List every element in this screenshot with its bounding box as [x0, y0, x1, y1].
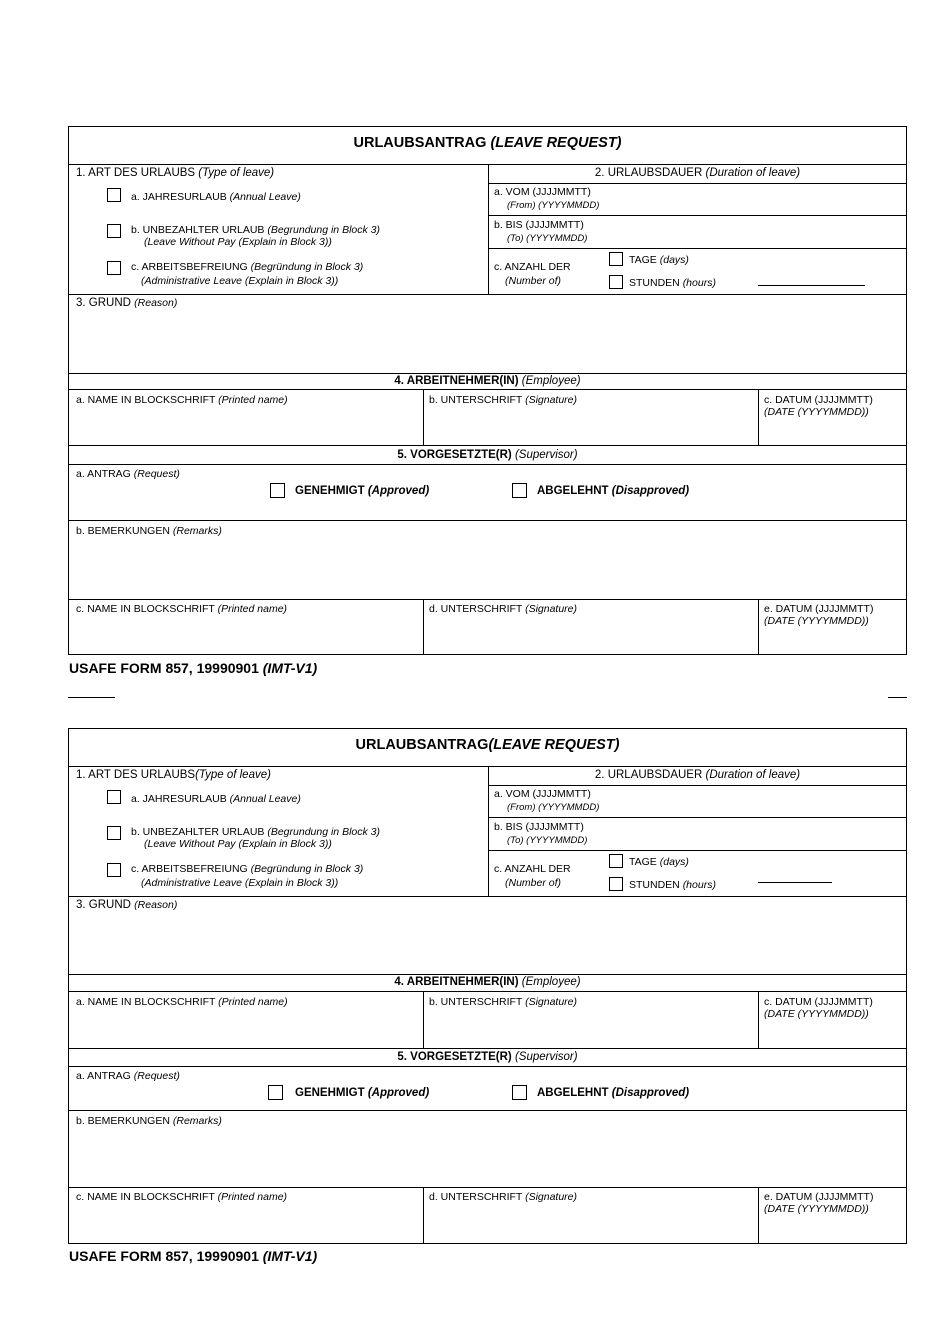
employee-date-sublabel: (DATE (YYYYMMDD)) — [764, 406, 869, 418]
administrative-leave-sublabel: (Administrative Leave (Explain in Block 3)) — [141, 275, 339, 287]
leave-without-pay-checkbox[interactable] — [107, 224, 121, 238]
supervisor-name-label: c. NAME IN BLOCKSCHRIFT (Printed name) — [76, 1191, 288, 1203]
approved-checkbox[interactable] — [268, 1085, 283, 1100]
disapproved-checkbox[interactable] — [512, 1085, 527, 1100]
employee-date-sublabel: (DATE (YYYYMMDD)) — [764, 1008, 869, 1020]
section-1-label: 1. ART DES URLAUBS(Type of leave) — [76, 769, 271, 781]
to-date-sublabel: (To) (YYYYMMDD) — [507, 835, 588, 846]
employee-name-label: a. NAME IN BLOCKSCHRIFT (Printed name) — [76, 996, 288, 1008]
approved-label: GENEHMIGT (Approved) — [295, 485, 430, 497]
section-2-label: 2. URLAUBSDAUER (Duration of leave) — [594, 167, 801, 179]
section-1-label: 1. ART DES URLAUBS (Type of leave) — [76, 167, 275, 179]
form-title: URLAUBSANTRAG(LEAVE REQUEST) — [355, 737, 620, 753]
employee-signature-label: b. UNTERSCHRIFT (Signature) — [429, 394, 578, 406]
section-5-label: 5. VORGESETZTE(R) (Supervisor) — [397, 449, 578, 461]
administrative-leave-label: c. ARBEITSBEFREIUNG (Begründung in Block 3) — [131, 261, 364, 273]
request-label: a. ANTRAG (Request) — [76, 468, 180, 480]
remarks-label: b. BEMERKUNGEN (Remarks) — [76, 1115, 222, 1127]
administrative-leave-label: c. ARBEITSBEFREIUNG (Begründung in Block 3) — [131, 863, 364, 875]
count-input-line[interactable] — [758, 882, 832, 883]
annual-leave-checkbox[interactable] — [107, 188, 121, 202]
hours-label: STUNDEN (hours) — [629, 879, 716, 891]
leave-without-pay-label: b. UNBEZAHLTER URLAUB (Begrundung in Block 3) — [131, 224, 380, 236]
leave-without-pay-sublabel: (Leave Without Pay (Explain in Block 3)) — [144, 236, 332, 248]
form-footer-1: USAFE FORM 857, 19990901 (IMT-V1) — [69, 660, 318, 676]
supervisor-date-sublabel: (DATE (YYYYMMDD)) — [764, 615, 869, 627]
section-3-label: 3. GRUND (Reason) — [76, 899, 178, 911]
section-4-label: 4. ARBEITNEHMER(IN) (Employee) — [394, 976, 581, 988]
leave-request-form-2 — [68, 728, 907, 1244]
remarks-label: b. BEMERKUNGEN (Remarks) — [76, 525, 222, 537]
count-input-line[interactable] — [758, 285, 865, 286]
supervisor-date-label: e. DATUM (JJJJMMTT) — [764, 603, 874, 615]
section-2-label: 2. URLAUBSDAUER (Duration of leave) — [594, 769, 801, 781]
section-4-label: 4. ARBEITNEHMER(IN) (Employee) — [394, 375, 581, 387]
from-date-label: a. VOM (JJJJMMTT) — [494, 186, 591, 198]
administrative-leave-checkbox[interactable] — [107, 863, 121, 877]
administrative-leave-checkbox[interactable] — [107, 261, 121, 275]
to-date-label: b. BIS (JJJJMMTT) — [494, 219, 584, 231]
employee-signature-label: b. UNTERSCHRIFT (Signature) — [429, 996, 578, 1008]
cut-line-left — [68, 697, 115, 698]
to-date-label: b. BIS (JJJJMMTT) — [494, 821, 584, 833]
request-label: a. ANTRAG (Request) — [76, 1070, 180, 1082]
days-checkbox[interactable] — [609, 252, 623, 266]
form-footer-2: USAFE FORM 857, 19990901 (IMT-V1) — [69, 1248, 318, 1264]
from-date-label: a. VOM (JJJJMMTT) — [494, 788, 591, 800]
count-label: c. ANZAHL DER — [494, 261, 571, 273]
count-label: c. ANZAHL DER — [494, 863, 571, 875]
leave-without-pay-sublabel: (Leave Without Pay (Explain in Block 3)) — [144, 838, 332, 850]
from-date-sublabel: (From) (YYYYMMDD) — [507, 802, 600, 813]
to-date-sublabel: (To) (YYYYMMDD) — [507, 233, 588, 244]
form-title: URLAUBSANTRAG (LEAVE REQUEST) — [353, 135, 622, 151]
hours-label: STUNDEN (hours) — [629, 277, 716, 289]
supervisor-date-sublabel: (DATE (YYYYMMDD)) — [764, 1203, 869, 1215]
disapproved-label: ABGELEHNT (Disapproved) — [537, 1087, 690, 1099]
supervisor-date-label: e. DATUM (JJJJMMTT) — [764, 1191, 874, 1203]
supervisor-signature-label: d. UNTERSCHRIFT (Signature) — [429, 603, 578, 615]
administrative-leave-sublabel: (Administrative Leave (Explain in Block 3)) — [141, 877, 339, 889]
cut-line-right — [888, 697, 907, 698]
hours-checkbox[interactable] — [609, 877, 623, 891]
annual-leave-label: a. JAHRESURLAUB (Annual Leave) — [131, 191, 301, 203]
days-checkbox[interactable] — [609, 854, 623, 868]
leave-without-pay-label: b. UNBEZAHLTER URLAUB (Begrundung in Block 3) — [131, 826, 380, 838]
hours-checkbox[interactable] — [609, 275, 623, 289]
approved-checkbox[interactable] — [270, 483, 285, 498]
annual-leave-checkbox[interactable] — [107, 790, 121, 804]
section-3-label: 3. GRUND (Reason) — [76, 297, 178, 309]
days-label: TAGE (days) — [629, 254, 689, 266]
leave-request-form-1 — [68, 126, 907, 655]
approved-label: GENEHMIGT (Approved) — [295, 1087, 430, 1099]
count-sublabel: (Number of) — [505, 877, 562, 889]
leave-without-pay-checkbox[interactable] — [107, 826, 121, 840]
disapproved-checkbox[interactable] — [512, 483, 527, 498]
from-date-sublabel: (From) (YYYYMMDD) — [507, 200, 600, 211]
employee-name-label: a. NAME IN BLOCKSCHRIFT (Printed name) — [76, 394, 288, 406]
supervisor-signature-label: d. UNTERSCHRIFT (Signature) — [429, 1191, 578, 1203]
annual-leave-label: a. JAHRESURLAUB (Annual Leave) — [131, 793, 301, 805]
employee-date-label: c. DATUM (JJJJMMTT) — [764, 996, 873, 1008]
employee-date-label: c. DATUM (JJJJMMTT) — [764, 394, 873, 406]
count-sublabel: (Number of) — [505, 275, 562, 287]
section-5-label: 5. VORGESETZTE(R) (Supervisor) — [397, 1051, 578, 1063]
days-label: TAGE (days) — [629, 856, 689, 868]
disapproved-label: ABGELEHNT (Disapproved) — [537, 485, 690, 497]
supervisor-name-label: c. NAME IN BLOCKSCHRIFT (Printed name) — [76, 603, 288, 615]
